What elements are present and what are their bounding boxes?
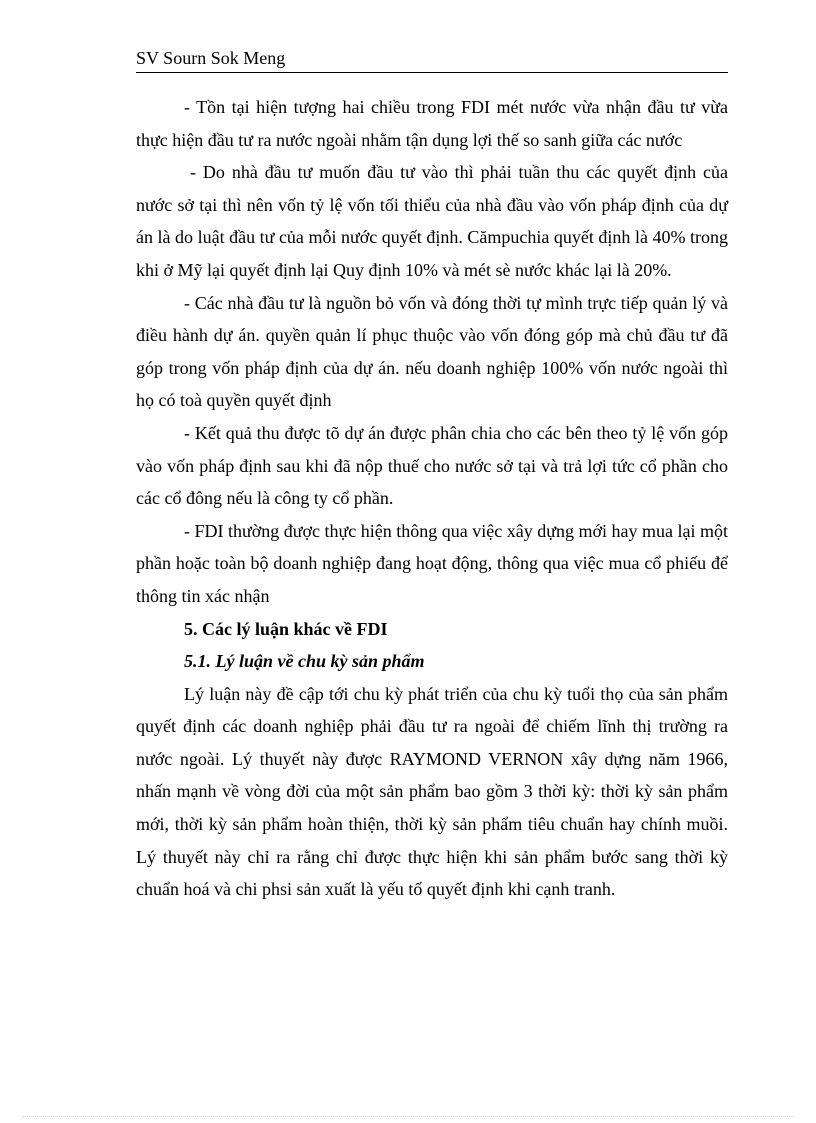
paragraph-product-cycle: Lý luận này đề cập tới chu kỳ phát triển của chu kỳ tuổi thọ của sản phẩm quyết định các doanh nghiệp phải đầu tư ra ngoài để chiếm lĩnh thị trường ra nước ngoài. Lý thuyết này được RAYMOND VERNON xây dựng năm 1966, nhấn mạnh về vòng đời của một sản phẩm bao gồm 3 thời kỳ: thời kỳ sản phẩm mới, thời kỳ sản phẩm hoàn thiện, thời kỳ sản phẩm tiêu chuẩn hay chính muồi. Lý thuyết này chỉ ra rằng chỉ được thực hiện khi sản phẩm bước sang thời kỳ chuẩn hoá và chi phsi sản xuất là yếu tố quyết định khi cạnh tranh. bbox=[136, 683, 728, 900]
page-header bbox=[136, 46, 728, 73]
paragraph-investor-management: - Các nhà đầu tư là nguồn bỏ vốn và đóng thời tự mình trực tiếp quản lý và điều hành dự án. quyền quản lí phục thuộc vào vốn đóng góp mà chủ đầu tư đã góp trong vốn pháp định của dự án. nếu doanh nghiệp 100% vốn nước ngoài thì họ có toà quyền quyết định bbox=[136, 292, 728, 411]
header-author: SV Sourn Sok Meng bbox=[136, 48, 286, 68]
paragraph-minimum-capital: - Do nhà đầu tư muốn đầu tư vào thì phải tuần thu các quyết định của nước sở tại thì nên vốn tỷ lệ vốn tối thiểu của nhà đầu vào vốn pháp định của dự án là do luật đầu tư của mỗi nước quyết định. Cămpuchia quyết định là 40% trong khi ở Mỹ lại quyết định lại Quy định 10% và mét sè nước khác lại là 20%. bbox=[136, 162, 728, 280]
paragraph-two-way-fdi: - Tồn tại hiện tượng hai chiều trong FDI mét nước vừa nhận đầu tư vừa thực hiện đầu tư ra nước ngoài nhằm tận dụng lợi thế so sanh giữa các nước bbox=[136, 97, 728, 150]
paragraph-fdi-methods: - FDI thường được thực hiện thông qua việc xây dựng mới hay mua lại một phần hoặc toàn bộ doanh nghiệp đang hoạt động, thông qua việc mua cổ phiếu để thông tin xác nhận bbox=[136, 520, 728, 606]
page-bottom-divider bbox=[22, 1116, 794, 1117]
document-body bbox=[136, 91, 728, 906]
paragraph-profit-distribution: - Kết quả thu được tõ dự án được phân chia cho các bên theo tỷ lệ vốn góp vào vốn pháp định sau khi đã nộp thuế cho nước sở tại và trả lợi tức cổ phần cho các cổ đông nếu là công ty cổ phần. bbox=[136, 422, 728, 509]
section-heading: 5. Các lý luận khác về FDI bbox=[184, 618, 388, 639]
section-subheading: 5.1. Lý luận về chu kỳ sản phẩm bbox=[184, 651, 425, 672]
